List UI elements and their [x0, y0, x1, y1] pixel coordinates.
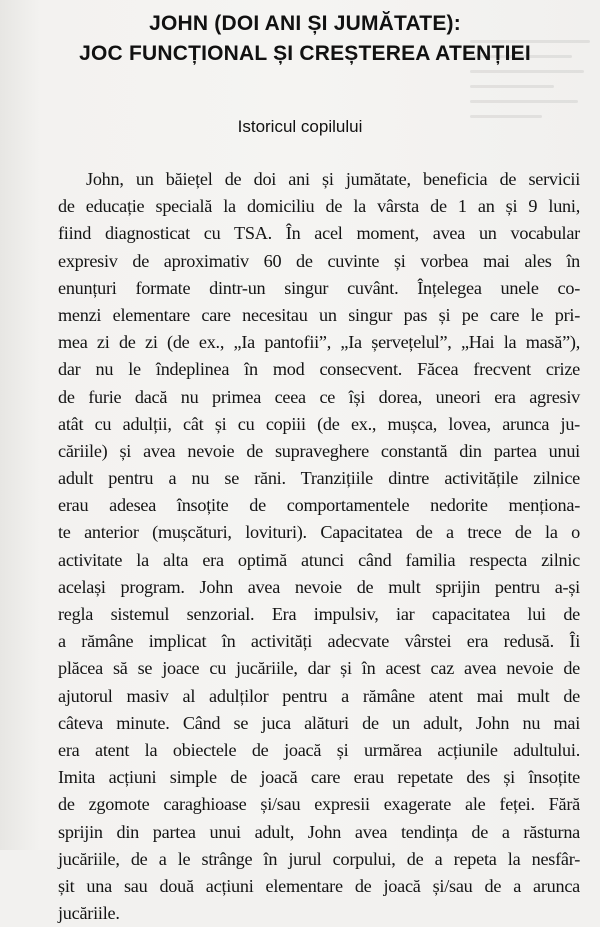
text-line: a rămâne implicat în activități adecvate vârstei era redusă. Îi	[58, 631, 580, 652]
text-line: plăcea să se joace cu jucăriile, dar și în acest caz avea nevoie de	[58, 658, 580, 679]
text-line: activitate la alta era optimă atunci când familia respecta zilnic	[58, 549, 580, 570]
text-line: adult pentru a nu se răni. Tranzițiile dintre activitățile zilnice	[58, 468, 580, 489]
text-line: jucăriile, de a le strânge în jurul corpului, de a repeta la nesfâr-	[58, 848, 580, 869]
text-line: erau adesea însoțite de comportamentele nedorite menționa-	[58, 495, 580, 516]
text-line: căriile) și avea nevoie de supraveghere constantă din partea unui	[58, 440, 580, 461]
text-line: de furie dacă nu primea ceea ce își dorea, uneori era agresiv	[58, 386, 580, 407]
text-line: John, un băiețel de doi ani și jumătate, beneficia de servicii	[86, 169, 580, 189]
text-line: mea zi de zi (de ex., „Ia pantofii”, „Ia șervețelul”, „Hai la masă”),	[58, 332, 580, 353]
text-line: Imita acțiuni simple de joacă care erau repetate des și însoțite	[58, 767, 580, 788]
text-line: te anterior (mușcături, lovituri). Capacitatea de a trece de la o	[58, 522, 580, 543]
text-line: fiind diagnosticat cu TSA. În acel moment, avea un vocabular	[58, 223, 580, 244]
text-line: sprijin din partea unui adult, John avea tendința de a răsturna	[58, 821, 580, 842]
text-line: de zgomote caraghioase și/sau expresii exagerate ale feței. Fără	[58, 794, 580, 815]
text-line: jucăriile.	[58, 903, 120, 924]
text-line: ajutorul masiv al adulților pentru a rămâne atent mai mult de	[58, 685, 580, 706]
text-line: expresiv de aproximativ 60 de cuvinte și vorbea mai ales în	[58, 250, 580, 271]
text-line: șit una sau două acțiuni elementare de joacă și/sau de a arunca	[58, 875, 580, 896]
text-line: enunțuri formate dintr-un singur cuvânt. Înțelegea unele co-	[58, 277, 580, 298]
text-line: dar nu le îndeplinea în mod consecvent. Făcea frecvent crize	[58, 359, 580, 380]
body-paragraph	[58, 166, 580, 927]
text-line: același program. John avea nevoie de mult sprijin pentru a-și	[58, 576, 580, 597]
chapter-title-line-2: JOC FUNCȚIONAL ȘI CREȘTEREA ATENȚIEI	[79, 42, 531, 65]
chapter-title-line-1: JOHN (DOI ANI ȘI JUMĂTATE):	[149, 12, 461, 35]
text-line: atât cu adulții, cât și cu copiii (de ex., mușca, lovea, arunca ju-	[58, 413, 580, 434]
text-line: câteva minute. Când se juca alături de un adult, John nu mai	[58, 712, 580, 733]
section-heading: Istoricul copilului	[237, 117, 363, 136]
text-line: menzi elementare care necesitau un singur pas și pe care le pri-	[58, 304, 580, 325]
text-line: de educație specială la domiciliu de la vârsta de 1 an și 9 luni,	[58, 196, 580, 217]
text-line: era atent la obiectele de joacă și urmărea acțiunile adultului.	[58, 739, 580, 760]
text-line: regla sistemul senzorial. Era impulsiv, iar capacitatea lui de	[58, 604, 580, 624]
